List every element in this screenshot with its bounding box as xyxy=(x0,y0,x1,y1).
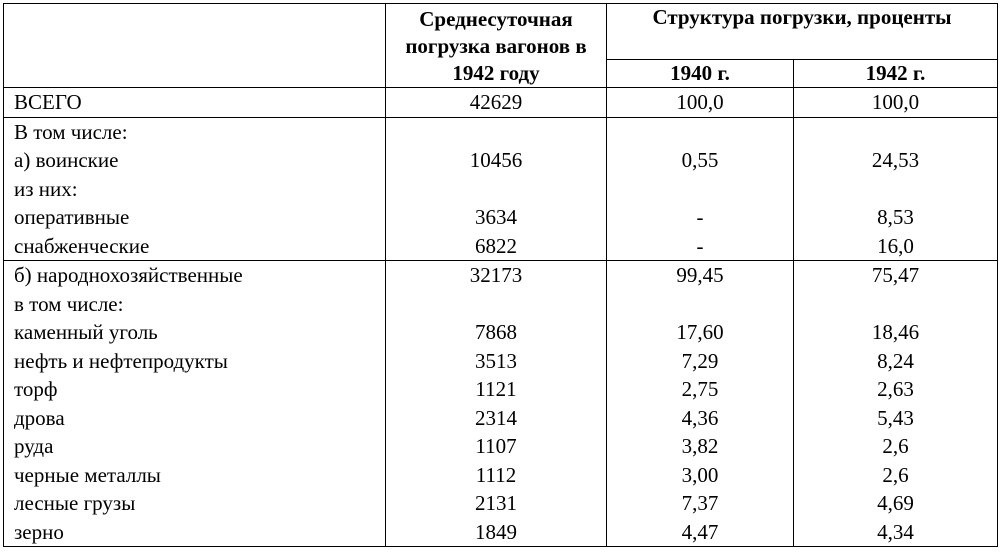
group-military-daily xyxy=(386,117,607,261)
row-daily xyxy=(396,118,596,147)
group-military-labels xyxy=(4,117,386,261)
row-1942: 8,24 xyxy=(877,348,914,373)
row-1942: 18,46 xyxy=(871,320,920,344)
header-structure: Структура погрузки, проценты xyxy=(607,4,998,60)
row-1940: 7,29 xyxy=(681,348,719,373)
row-1940: 99,45 xyxy=(676,263,724,287)
row-daily: 1849 xyxy=(475,519,517,544)
row-label: дрова xyxy=(14,405,65,430)
row-daily: 10456 xyxy=(469,148,523,172)
row-label: лесные грузы xyxy=(14,491,136,515)
row-1942 xyxy=(804,290,987,319)
row-1940: - xyxy=(696,233,704,258)
group-economy-daily xyxy=(386,261,607,547)
row-daily: 1112 xyxy=(475,462,517,487)
row-label: б) народнохозяйственные xyxy=(14,263,243,287)
row-daily xyxy=(396,290,596,319)
row-1940: 4,47 xyxy=(681,519,719,544)
row-daily: 6822 xyxy=(475,233,517,258)
row-label: нефть и нефтепродукты xyxy=(14,348,228,373)
header-blank-cell xyxy=(4,4,386,88)
group-economy-1942 xyxy=(794,261,998,547)
table-row-total xyxy=(4,88,998,118)
row-label: зерно xyxy=(14,519,64,544)
row-1942: 2,63 xyxy=(877,377,914,401)
row-label: торф xyxy=(14,377,58,401)
group-military-1940 xyxy=(607,117,794,261)
row-1940 xyxy=(617,290,783,319)
row-daily: 1121 xyxy=(475,377,517,401)
row-1940: 7,37 xyxy=(681,491,719,515)
row-label: оперативные xyxy=(14,205,130,229)
row-daily: 1107 xyxy=(475,434,517,458)
row-daily: 32173 xyxy=(469,263,523,287)
row-1942: 16,0 xyxy=(877,233,914,258)
row-label: а) воинские xyxy=(14,148,119,172)
row-1940: 3,00 xyxy=(681,462,719,487)
row-1942 xyxy=(804,118,987,147)
row-daily xyxy=(396,175,596,204)
row-1940: 0,55 xyxy=(681,148,719,172)
row-1940: 4,36 xyxy=(681,405,719,430)
row-1942: 4,34 xyxy=(877,519,914,544)
row-label: в том числе: xyxy=(14,291,124,316)
row-1940: 100,0 xyxy=(607,88,794,118)
header-year-1942: 1942 г. xyxy=(794,59,998,87)
row-1940: - xyxy=(696,205,704,229)
row-label: черные металлы xyxy=(14,462,161,487)
table-group-economy xyxy=(4,261,998,547)
group-economy-labels xyxy=(4,261,386,547)
row-1942: 5,43 xyxy=(877,405,914,430)
row-label: снабженческие xyxy=(14,233,150,258)
row-label: из них: xyxy=(14,176,78,201)
row-label: В том числе: xyxy=(14,119,128,144)
row-daily: 2131 xyxy=(475,491,517,515)
row-daily: 7868 xyxy=(475,320,517,344)
row-daily: 2314 xyxy=(475,405,517,430)
table-group-military xyxy=(4,117,998,261)
row-1942: 4,69 xyxy=(877,491,914,515)
row-1940: 17,60 xyxy=(676,320,724,344)
row-1942: 2,6 xyxy=(882,434,909,458)
row-daily: 42629 xyxy=(386,88,607,118)
header-year-1940: 1940 г. xyxy=(607,59,794,87)
row-daily: 3513 xyxy=(475,348,517,373)
header-daily-loading: Среднесуточная погрузка вагонов в 1942 году xyxy=(386,4,607,88)
loading-table xyxy=(3,3,998,547)
row-daily: 3634 xyxy=(475,205,517,229)
row-1940 xyxy=(617,175,783,204)
row-label: каменный уголь xyxy=(14,320,158,344)
row-1942: 8,53 xyxy=(877,205,914,229)
group-military-1942 xyxy=(794,117,998,261)
row-1940: 3,82 xyxy=(681,434,719,458)
row-1942: 100,0 xyxy=(794,88,998,118)
row-1942: 2,6 xyxy=(882,462,909,487)
row-1940: 2,75 xyxy=(681,377,719,401)
row-label: ВСЕГО xyxy=(4,88,386,118)
row-1942 xyxy=(804,175,987,204)
row-1942: 75,47 xyxy=(871,263,920,287)
row-1942: 24,53 xyxy=(871,148,920,172)
row-1940 xyxy=(617,118,783,147)
group-economy-1940 xyxy=(607,261,794,547)
row-label: руда xyxy=(14,434,54,458)
